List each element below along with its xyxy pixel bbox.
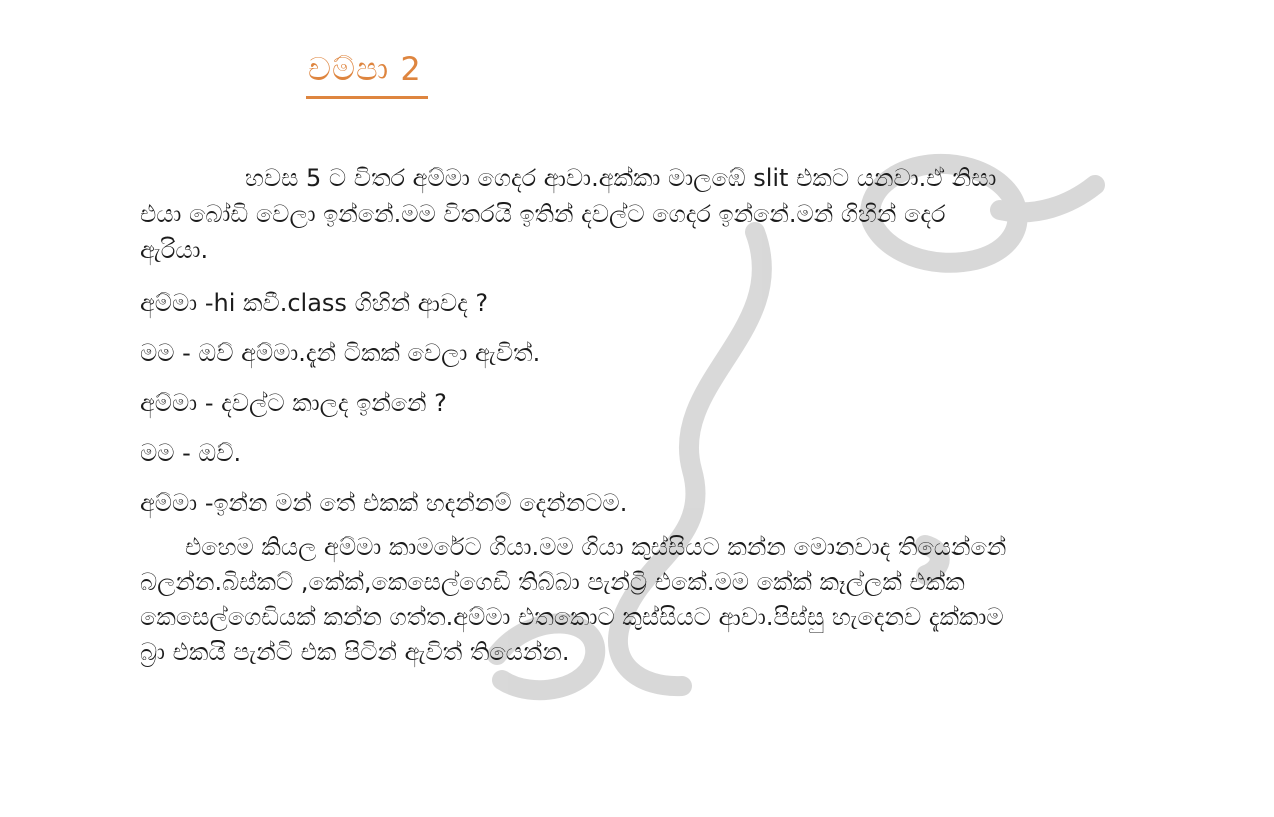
paragraph-line: ඇරියා. [140, 236, 209, 264]
paragraph-line: බලන්න.බිස්කට් ,කේක්,කෙසෙල්ගෙඩි තිබ්බා පැන්ට්‍රි එකේ.මම කේක් කෑල්ලක් එක්ක [140, 568, 965, 596]
dialogue-line: අම්මා - දවල්ට කාලද ඉන්නේ ? [140, 389, 447, 417]
dialogue-section [140, 285, 1100, 535]
dialogue-line: මම - ඔව් අම්මා.දැන් ටිකක් වෙලා ඇවිත්. [140, 339, 541, 367]
opening-paragraph [140, 160, 1100, 268]
dialogue-line: මම - ඔව්. [140, 439, 242, 467]
paragraph-line: කෙසෙල්ගෙඩියක් කන්න ගත්ත.අම්මා එතකොට කුස්සියට ආවා.පිස්සු හැදෙනව දැක්කාම [140, 603, 1004, 631]
dialogue-line: අම්මා -hi කවී.class ගිහින් ආවද ? [140, 289, 489, 317]
paragraph-line: බ්‍රා එකයි පැන්ටි එක පිටින් ඇවිත් තියෙන්න. [140, 638, 570, 666]
paragraph-line: එයා බෝඩි වෙලා ඉන්නේ.මම විතරයි ඉතින් දවල්ට ගෙදර ඉන්නේ.මන් ගිහින් දෙර [140, 200, 946, 228]
dialogue-line: අම්මා -ඉන්න මන් තේ එකක් හදන්නම් දෙන්නටම. [140, 489, 628, 517]
paragraph-line: හවස 5 ට විතර අම්මා ගෙදර ආවා.අක්කා මාලඹේ slit එකට යනවා.ඒ නිසා [245, 164, 997, 192]
closing-paragraph [140, 530, 1100, 670]
paragraph-line: එහෙම කියල අම්මා කාමරේට ගියා.මම ගියා කුස්සියට කන්න මොනවාද තියෙන්නේ [185, 533, 1007, 561]
page-title: චම්පා 2 [306, 50, 428, 99]
